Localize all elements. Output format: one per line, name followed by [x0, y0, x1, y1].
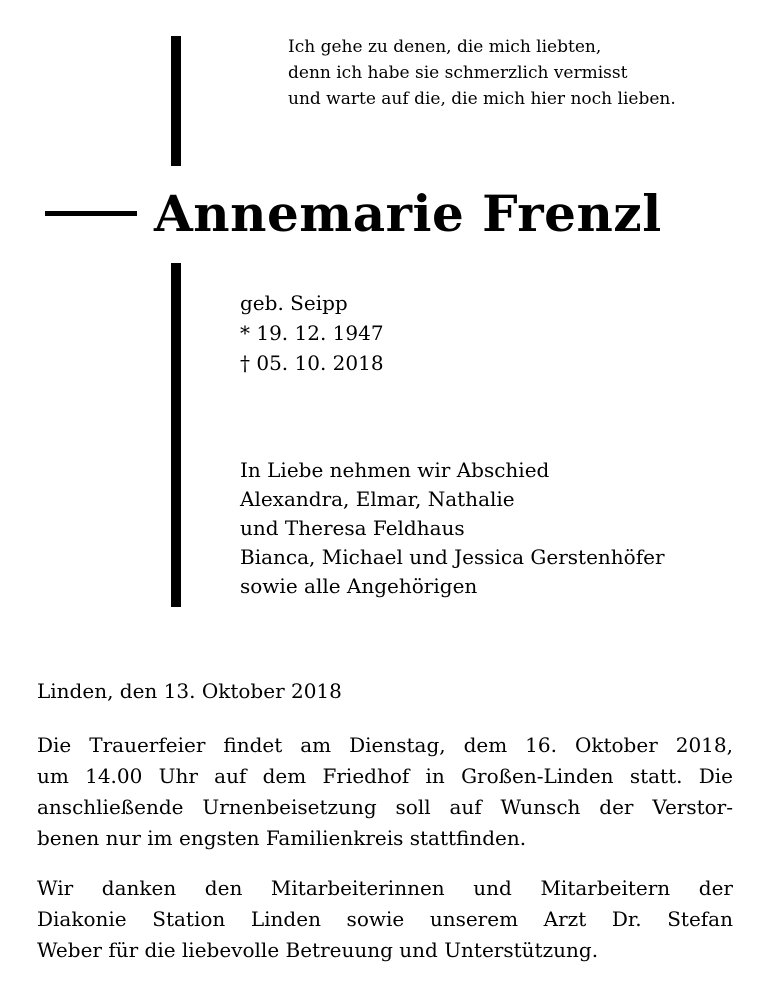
- deceased-name: Annemarie Frenzl: [154, 184, 662, 243]
- epigraph-line: und warte auf die, die mich hier noch lieben.: [288, 89, 676, 109]
- paragraph-line: Wir danken den Mitarbeiterinnen und Mitarbeitern der: [37, 876, 733, 900]
- funeral-notice-paragraph: [37, 730, 733, 854]
- paragraph-line: benen nur im engsten Familienkreis stattfinden.: [37, 826, 527, 850]
- birth-date: * 19. 12. 1947: [240, 321, 384, 345]
- paragraph-line: anschließende Urnenbeisetzung soll auf Wunsch der Verstor-: [37, 795, 733, 819]
- paragraph-line: Weber für die liebevolle Betreuung und Unterstützung.: [37, 938, 599, 962]
- mourners-line: In Liebe nehmen wir Abschied: [240, 458, 550, 482]
- paragraph-line: Die Trauerfeier findet am Dienstag, dem 16. Oktober 2018,: [37, 733, 733, 757]
- cross-horizontal-bar: [45, 211, 137, 216]
- epigraph-line: denn ich habe sie schmerzlich vermisst: [288, 63, 628, 83]
- place-and-date: Linden, den 13. Oktober 2018: [37, 679, 342, 703]
- maiden-name: geb. Seipp: [240, 291, 348, 315]
- life-dates: [240, 288, 384, 378]
- mourners-line: sowie alle Angehörigen: [240, 574, 478, 598]
- thanks-paragraph: [37, 873, 733, 966]
- cross-vertical-bottom: [171, 263, 181, 607]
- mourners-line: Bianca, Michael und Jessica Gerstenhöfer: [240, 545, 665, 569]
- mourners-line: und Theresa Feldhaus: [240, 516, 465, 540]
- mourners-line: Alexandra, Elmar, Nathalie: [240, 487, 515, 511]
- epigraph-verse: [288, 34, 758, 112]
- death-date: † 05. 10. 2018: [240, 351, 384, 375]
- epigraph-line: Ich gehe zu denen, die mich liebten,: [288, 37, 602, 57]
- paragraph-line: Diakonie Station Linden sowie unserem Arzt Dr. Stefan: [37, 907, 733, 931]
- cross-vertical-top: [171, 36, 181, 166]
- paragraph-line: um 14.00 Uhr auf dem Friedhof in Großen-Linden statt. Die: [37, 764, 733, 788]
- mourners-block: [240, 456, 665, 601]
